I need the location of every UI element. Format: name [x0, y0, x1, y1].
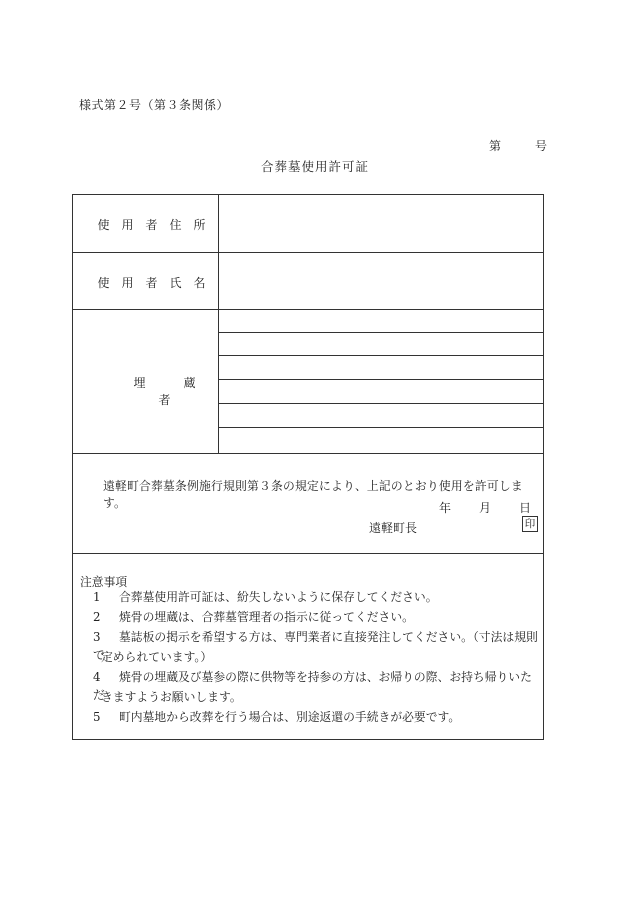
row-divider	[73, 309, 543, 310]
month-label: 月	[478, 501, 491, 515]
note-text: 墓誌板の掲示を希望する方は、専門業者に直接発注してください。（寸法は規則で	[93, 630, 538, 662]
note-item	[93, 588, 438, 606]
seal-mark: 印	[522, 516, 538, 532]
note-item	[93, 608, 414, 626]
note-number: 2	[93, 610, 101, 624]
note-continuation: きますようお願いします。	[101, 690, 242, 704]
issue-date	[411, 499, 531, 516]
number-suffix: 号	[535, 139, 548, 153]
address-label: 使用者住所	[97, 218, 218, 232]
day-label: 日	[518, 501, 531, 515]
note-item	[93, 708, 460, 726]
buried-line	[218, 427, 543, 428]
row-divider	[73, 252, 543, 253]
note-text: 合葬墓使用許可証は、紛失しないように保存してください。	[119, 590, 438, 604]
document-number	[489, 137, 547, 154]
buried-line	[218, 379, 543, 380]
row-divider	[73, 453, 543, 454]
row-divider	[73, 553, 543, 554]
note-text: 焼骨の埋蔵及び墓参の際に供物等を持参の方は、お帰りの際、お持ち帰りいただ	[93, 670, 532, 702]
buried-line	[218, 332, 543, 333]
buried-label: 埋蔵者	[133, 376, 234, 407]
number-prefix: 第	[489, 139, 502, 153]
page-title: 合葬墓使用許可証	[260, 159, 369, 174]
year-label: 年	[438, 501, 451, 515]
note-number: 1	[93, 590, 101, 604]
buried-line	[218, 403, 543, 404]
note-number: 4	[93, 670, 101, 684]
note-text: 町内墓地から改葬を行う場合は、別途返還の手続きが必要です。	[119, 710, 461, 724]
notes-heading: 注意事項	[80, 575, 128, 589]
name-label: 使用者氏名	[97, 276, 218, 290]
note-continuation: 定められています。）	[101, 650, 213, 664]
mayor-label: 遠軽町長	[369, 521, 418, 535]
note-number: 5	[93, 710, 101, 724]
certification-text: 遠軽町合葬墓条例施行規則第３条の規定により、上記のとおり使用を許可します。	[103, 479, 523, 510]
form-label: 様式第２号（第３条関係）	[79, 98, 230, 112]
note-text: 焼骨の埋蔵は、合葬墓管理者の指示に従ってください。	[119, 610, 414, 624]
buried-line	[218, 355, 543, 356]
column-divider	[218, 195, 219, 453]
note-number: 3	[93, 630, 101, 644]
permit-table	[72, 194, 544, 740]
